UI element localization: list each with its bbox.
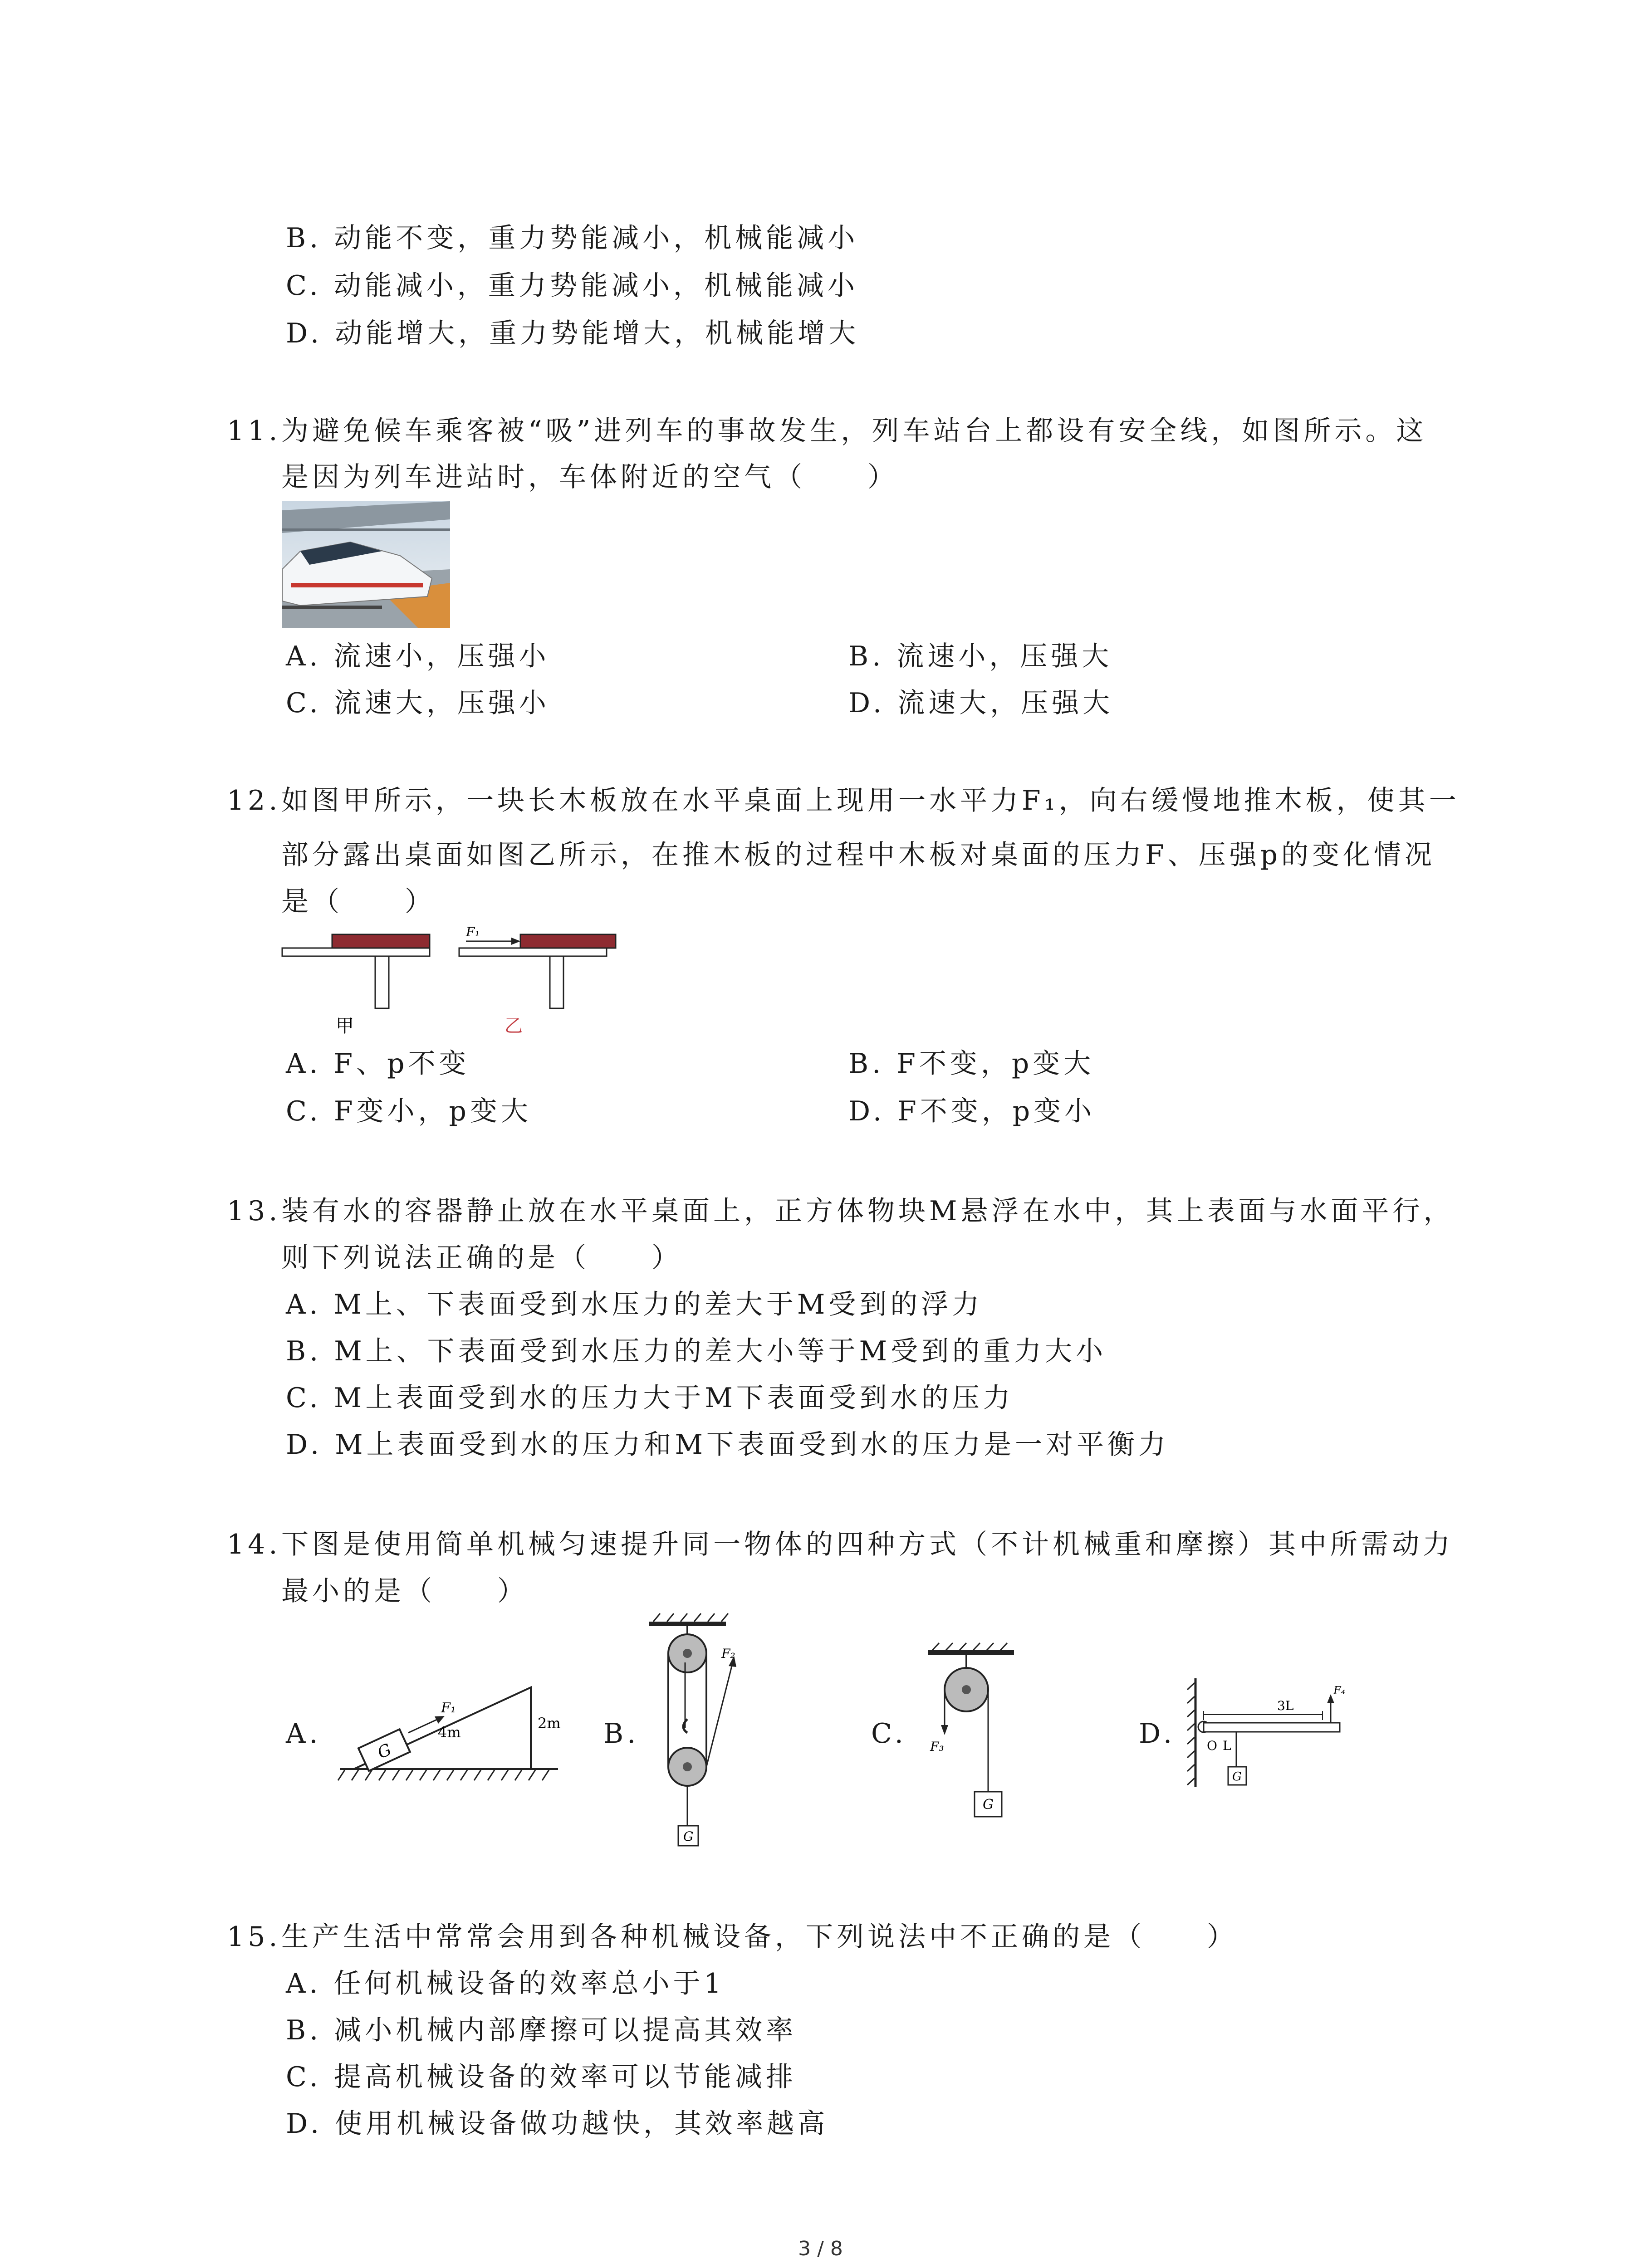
q13-stem-line1: 装有水的容器静止放在水平桌面上，正方体物块M悬浮在水中，其上表面与水面平行， <box>281 1195 1455 1227</box>
q12-option-c: C. F变小，p变大 <box>286 1095 532 1127</box>
q15-number: 15. <box>227 1921 281 1953</box>
q12-number: 12. <box>227 785 281 816</box>
q13-stem-line2: 则下列说法正确的是（ ） <box>281 1242 682 1274</box>
q14-fixed-pulley-figure <box>921 1642 1025 1833</box>
q11-option-c: C. 流速大，压强小 <box>286 687 550 719</box>
q14d-short-arm: L <box>1223 1738 1231 1753</box>
q10-option-b: B. 动能不变，重力势能减小，机械能减小 <box>286 222 859 254</box>
q14-lever-figure <box>1186 1669 1346 1796</box>
q11-stem-line1: 为避免候车乘客被“吸”进列车的事故发生，列车站台上都设有安全线，如图所示。这 <box>281 415 1427 447</box>
q11-stem-line2: 是因为列车进站时，车体附近的空气（ ） <box>281 461 898 493</box>
q13-option-c: C. M上表面受到水的压力大于M下表面受到水的压力 <box>286 1382 1014 1414</box>
q14-stem-line1: 下图是使用简单机械匀速提升同一物体的四种方式（不计机械重和摩擦）其中所需动力 <box>281 1529 1454 1560</box>
q12-stem-line2: 部分露出桌面如图乙所示，在推木板的过程中木板对桌面的压力F、压强p的变化情况 <box>281 839 1436 871</box>
q15-stem-line1: 生产生活中常常会用到各种机械设备，下列说法中不正确的是（ ） <box>281 1921 1238 1953</box>
q10-option-c: C. 动能减小，重力势能减小，机械能减小 <box>286 270 858 302</box>
q11-option-b: B. 流速小，压强大 <box>848 640 1113 672</box>
q14a-slope-length: 4m <box>438 1724 461 1741</box>
q14b-force: F₂ <box>721 1646 735 1661</box>
q15-stem <box>227 1919 1238 1955</box>
q14-label-a: A. <box>286 1718 322 1750</box>
q10-option-d: D. 动能增大，重力势能增大，机械能增大 <box>286 318 860 349</box>
q11-option-a: A. 流速小，压强小 <box>286 640 550 672</box>
q11-stem <box>227 413 1427 449</box>
q14d-long-arm: 3L <box>1277 1698 1294 1713</box>
q14-label-b: B. <box>603 1718 640 1750</box>
q14a-height: 2m <box>538 1715 561 1732</box>
q14d-force: F₄ <box>1333 1684 1346 1697</box>
q14-label-d: D. <box>1139 1718 1176 1750</box>
q14-label-c: C. <box>871 1718 907 1750</box>
q14-incline-figure <box>336 1674 563 1792</box>
q14a-weight: G <box>374 1740 395 1763</box>
q12-option-b: B. F不变，p变大 <box>848 1048 1095 1080</box>
q15-option-c: C. 提高机械设备的效率可以节能减排 <box>286 2061 797 2093</box>
q14-number: 14. <box>227 1529 281 1560</box>
q12-option-a: A. F、p不变 <box>286 1048 470 1080</box>
q13-option-b: B. M上、下表面受到水压力的差大小等于M受到的重力大小 <box>286 1335 1107 1367</box>
q12-board-figure <box>282 925 627 1043</box>
q13-stem <box>227 1193 1454 1229</box>
q14c-weight: G <box>983 1797 994 1813</box>
q14d-pivot: O <box>1207 1738 1217 1753</box>
q15-option-a: A. 任何机械设备的效率总小于1 <box>286 1968 725 1999</box>
q12-stem <box>227 782 1460 819</box>
q12-option-d: D. F不变，p变小 <box>848 1095 1096 1127</box>
q12-label-yi: 乙 <box>505 1016 523 1036</box>
q12-stem-line3: 是（ ） <box>281 886 436 918</box>
q14c-force: F₃ <box>930 1739 944 1754</box>
train-photo <box>282 501 450 628</box>
q14b-weight: G <box>683 1829 694 1844</box>
q13-option-a: A. M上、下表面受到水压力的差大于M受到的浮力 <box>286 1289 983 1320</box>
q13-option-d: D. M上表面受到水的压力和M下表面受到水的压力是一对平衡力 <box>286 1429 1169 1461</box>
q14d-weight: G <box>1232 1770 1242 1784</box>
q14-stem <box>227 1526 1454 1563</box>
page-number: 3 / 8 <box>798 2237 843 2260</box>
q13-number: 13. <box>227 1195 281 1227</box>
q12-label-jia: 甲 <box>336 1016 354 1036</box>
q11-option-d: D. 流速大，压强大 <box>848 687 1114 719</box>
q11-number: 11. <box>227 415 281 447</box>
q15-option-d: D. 使用机械设备做功越快，其效率越高 <box>286 2108 829 2140</box>
q15-option-b: B. 减小机械内部摩擦可以提高其效率 <box>286 2014 797 2046</box>
q12-stem-line1: 如图甲所示，一块长木板放在水平桌面上现用一水平力F₁，向右缓慢地推木板，使其一 <box>281 785 1460 816</box>
q14-pulley-block-figure <box>644 1613 744 1857</box>
q14a-force: F₁ <box>441 1700 456 1716</box>
q14-stem-line2: 最小的是（ ） <box>281 1575 528 1607</box>
q12-force-label: F₁ <box>466 924 480 939</box>
